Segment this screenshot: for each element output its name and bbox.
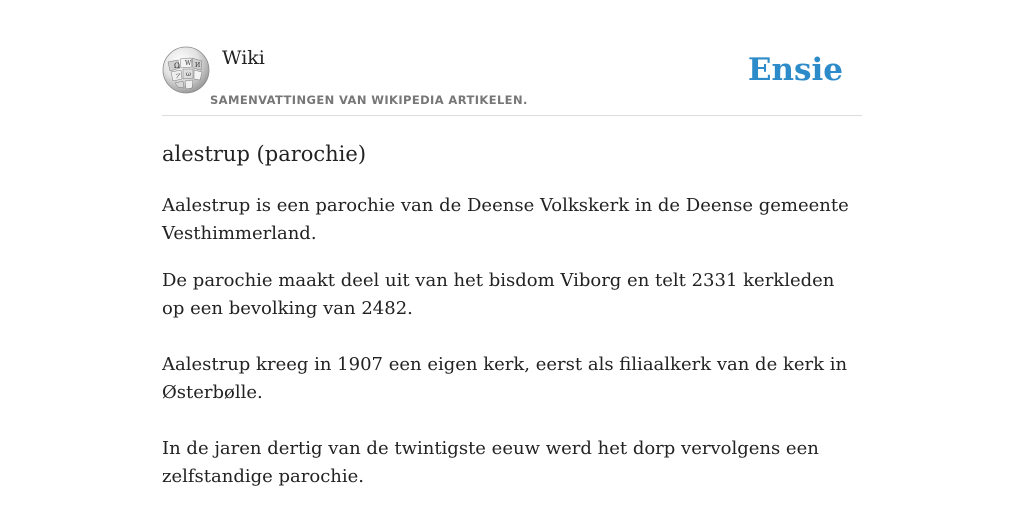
svg-text:И: И <box>195 62 201 69</box>
svg-text:ω: ω <box>186 71 191 78</box>
site-name[interactable]: Wiki <box>222 47 265 69</box>
page-container <box>162 0 862 512</box>
svg-text:Ω: Ω <box>174 62 180 70</box>
site-header <box>162 0 862 116</box>
ensie-brand-link[interactable]: Ensie <box>747 52 843 88</box>
svg-text:ア: ア <box>175 73 182 80</box>
site-tagline: SAMENVATTINGEN VAN WIKIPEDIA ARTIKELEN. <box>210 93 528 107</box>
wikipedia-globe-icon[interactable] <box>162 46 210 94</box>
article-paragraph: In de jaren dertig van de twintigste eeuw werd het dorp vervolgens een zelfstandige parochie. <box>162 438 819 487</box>
article-paragraph: Aalestrup is een parochie van de Deense Volkskerk in de Deense gemeente Vesthimmerland. <box>162 195 849 244</box>
article-title: alestrup (parochie) <box>162 142 367 166</box>
article-paragraph: Aalestrup kreeg in 1907 een eigen kerk, eerst als filiaalkerk van de kerk in Østerbølle. <box>162 354 848 403</box>
svg-text:W: W <box>185 60 192 67</box>
article-paragraph: De parochie maakt deel uit van het bisdom Viborg en telt 2331 kerkleden op een bevolking van 2482. <box>162 270 835 319</box>
